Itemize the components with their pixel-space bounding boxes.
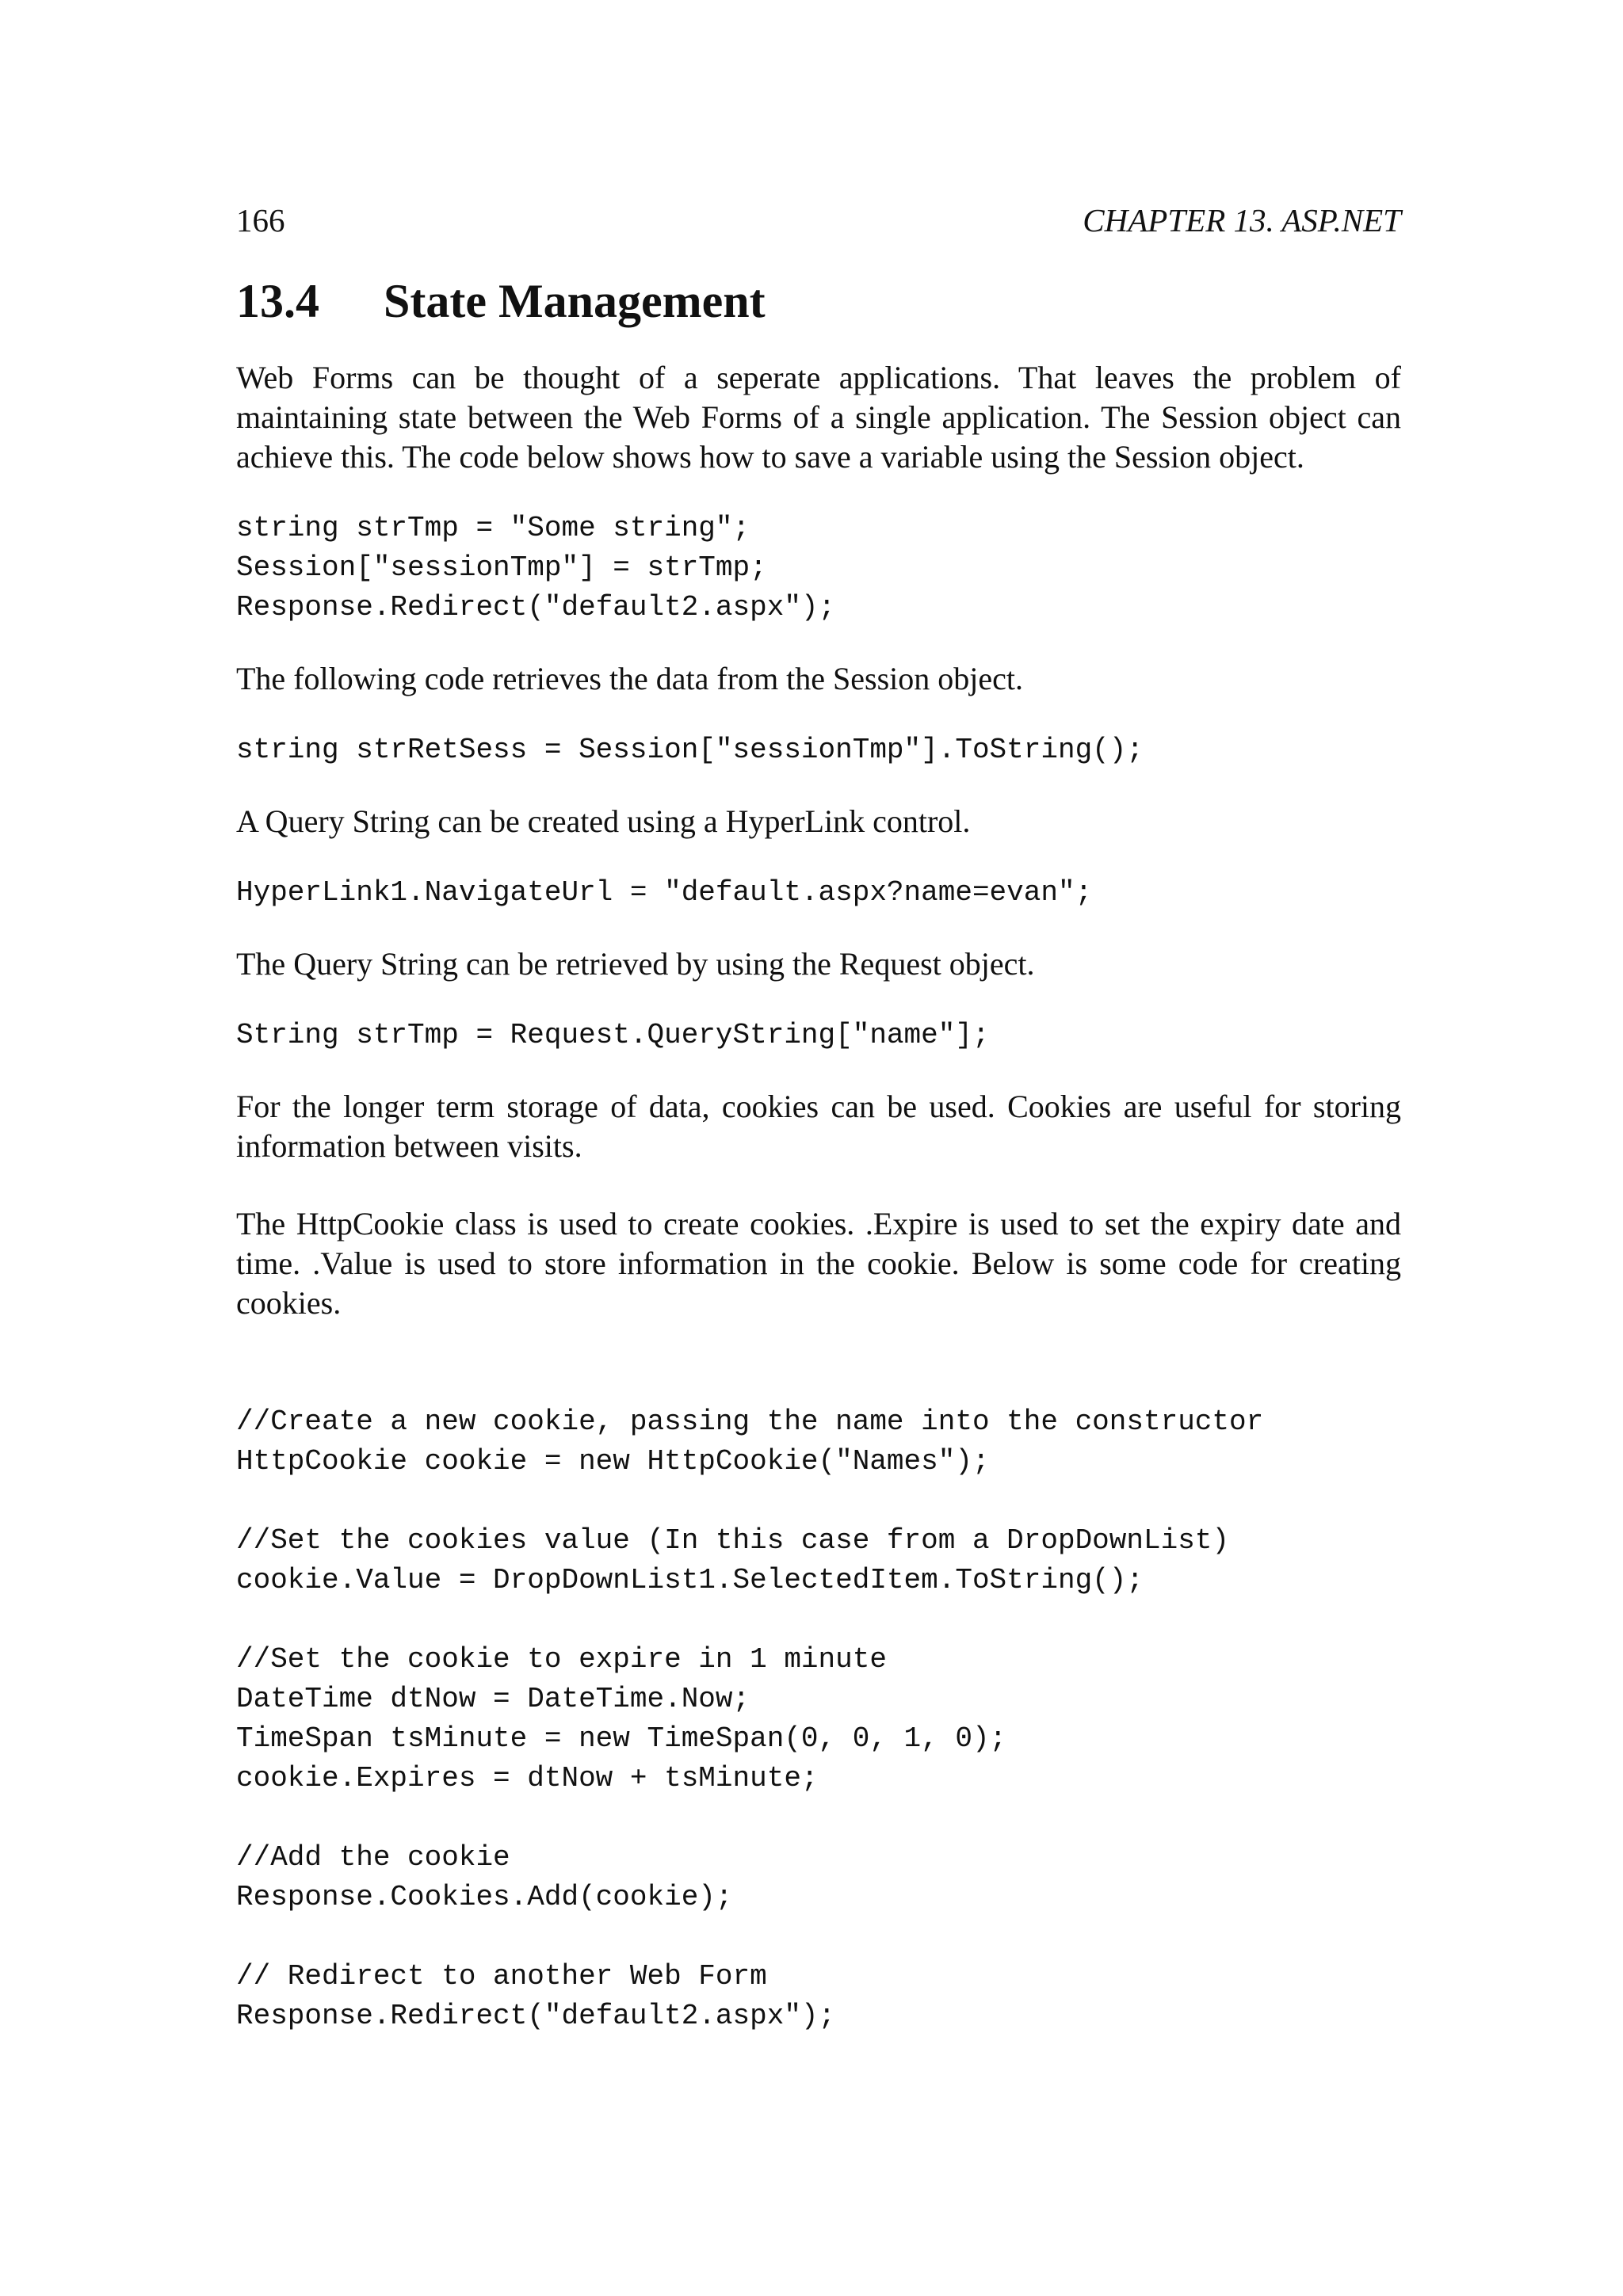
paragraph-retrieve-session: The following code retrieves the data from the Session object. <box>236 661 1024 696</box>
code-block-cookies <box>236 1402 1401 2036</box>
code-line: HttpCookie cookie = new HttpCookie("Names"); <box>236 1445 990 1478</box>
code-line: Response.Redirect("default2.aspx"); <box>236 2000 836 2032</box>
section-title: State Management <box>384 275 766 327</box>
page-number: 166 <box>236 202 285 238</box>
code-block-query-string <box>236 1016 1401 1055</box>
paragraph-httpcookie: The HttpCookie class is used to create cookies. .Expire is used to set the expiry date and time. .Value is used to store information in the cookie. Below is some code for creating cookies. <box>236 1206 1401 1321</box>
code-line: //Add the cookie <box>236 1841 510 1874</box>
code-line: Response.Cookies.Add(cookie); <box>236 1881 733 1913</box>
code-line: //Set the cookie to expire in 1 minute <box>236 1643 887 1676</box>
code-line: string strRetSess = Session["sessionTmp"].ToString(); <box>236 734 1144 766</box>
paragraph-query-string: A Query String can be created using a HyperLink control. <box>236 803 971 839</box>
code-line: Session["sessionTmp"] = strTmp; <box>236 551 767 584</box>
code-block-save-session <box>236 509 1401 627</box>
code-block-retrieve-session <box>236 730 1401 770</box>
code-line: // Redirect to another Web Form <box>236 1960 767 1993</box>
code-line: cookie.Value = DropDownList1.SelectedItem.ToString(); <box>236 1564 1144 1596</box>
code-line: TimeSpan tsMinute = new TimeSpan(0, 0, 1, 0); <box>236 1722 1007 1755</box>
code-line: HyperLink1.NavigateUrl = "default.aspx?name=evan"; <box>236 876 1093 909</box>
chapter-heading: CHAPTER 13. ASP.NET <box>1083 202 1401 238</box>
paragraph-cookies-intro: For the longer term storage of data, cookies can be used. Cookies are useful for storing information between visits. <box>236 1089 1401 1164</box>
code-block-hyperlink <box>236 873 1401 913</box>
code-line: string strTmp = "Some string"; <box>236 512 750 544</box>
code-line: DateTime dtNow = DateTime.Now; <box>236 1683 750 1715</box>
section-number: 13.4 <box>236 275 319 327</box>
code-line: String strTmp = Request.QueryString["name"]; <box>236 1019 990 1051</box>
code-line: //Create a new cookie, passing the name into the constructor <box>236 1405 1264 1438</box>
code-line: Response.Redirect("default2.aspx"); <box>236 591 836 624</box>
page-body <box>236 358 1401 2036</box>
code-line: cookie.Expires = dtNow + tsMinute; <box>236 1762 819 1794</box>
paragraph-session-intro: Web Forms can be thought of a seperate applications. That leaves the problem of maintaining state between the Web Forms of a single application. The Session object can achieve this. The code below shows how to save a variable using the Session object. <box>236 360 1401 475</box>
paragraph-request-object: The Query String can be retrieved by using the Request object. <box>236 946 1035 982</box>
running-header <box>236 200 1401 241</box>
section-heading <box>236 269 766 333</box>
code-line: //Set the cookies value (In this case from a DropDownList) <box>236 1524 1230 1557</box>
